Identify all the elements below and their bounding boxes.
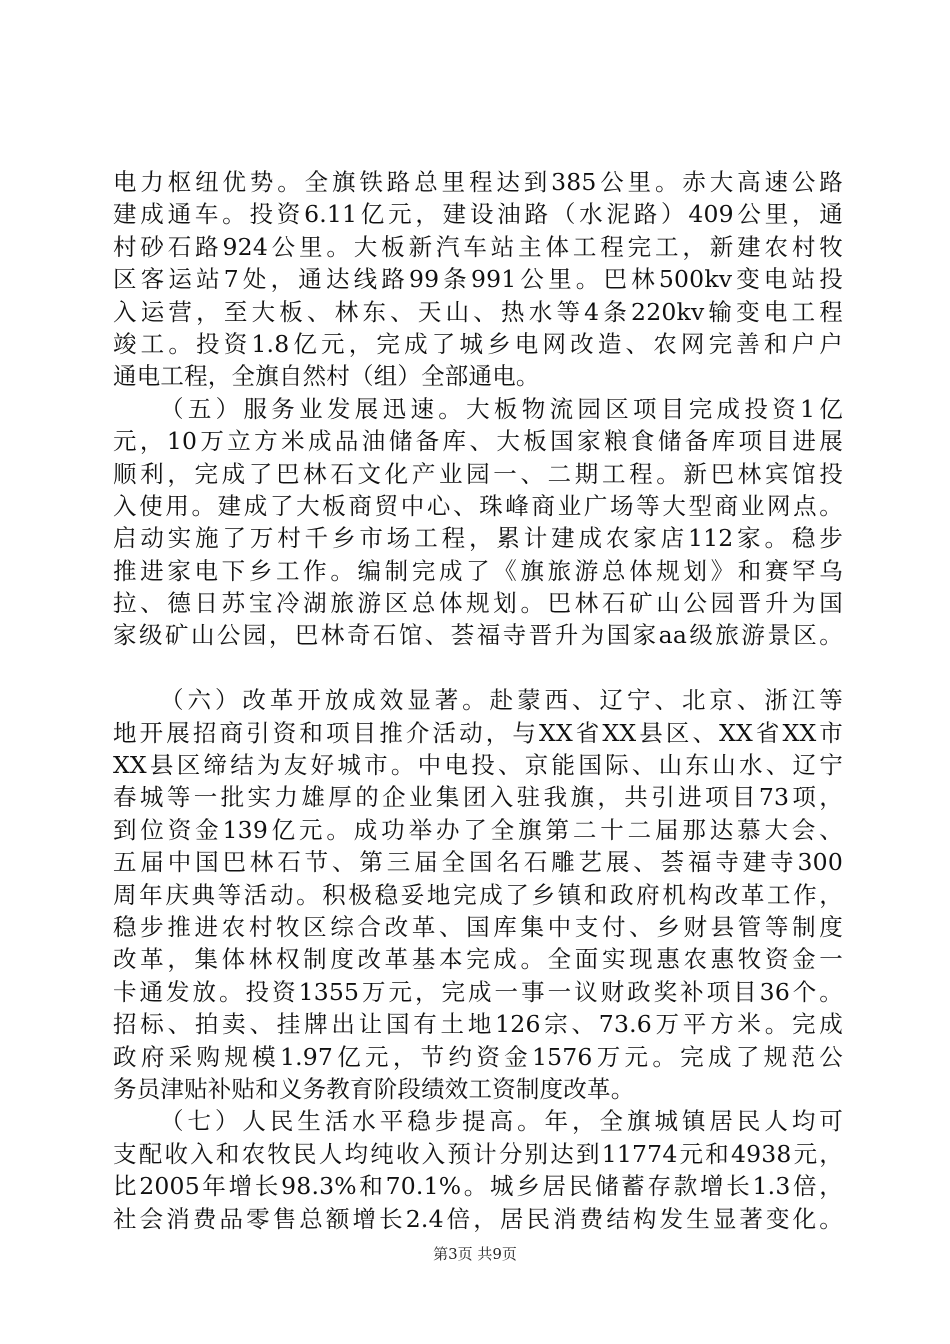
text-line: 区客运站7处，通达线路99条991公里。巴林500kv变电站投 — [113, 265, 843, 294]
text-line: 启动实施了万村千乡市场工程，累计建成农家店112家。稳步 — [113, 524, 843, 553]
text-line: 元，10万立方米成品油储备库、大板国家粮食储备库项目进展 — [113, 427, 843, 456]
paragraph-gap — [113, 652, 843, 684]
text-line: 竣工。投资1.8亿元，完成了城乡电网改造、农网完善和户户 — [113, 329, 843, 358]
text-line: 务员津贴补贴和义务教育阶段绩效工资制度改革。 — [113, 1074, 635, 1103]
text-line: XX县区缔结为友好城市。中电投、京能国际、山东山水、辽宁 — [113, 751, 843, 780]
paragraph-start-line: （七）人民生活水平稳步提高。年，全旗城镇居民人均可 — [160, 1107, 843, 1136]
text-line: 改革，集体林权制度改革基本完成。全面实现惠农惠牧资金一 — [113, 945, 843, 974]
text-line: 电力枢纽优势。全旗铁路总里程达到385公里。赤大高速公路 — [113, 168, 843, 196]
text-line: 入运营，至大板、林东、天山、热水等4条220kv输变电工程 — [113, 297, 843, 326]
paragraph-start-line: （五）服务业发展迅速。大板物流园区项目完成投资1亿 — [160, 394, 843, 423]
text-line: 家级矿山公园，巴林奇石馆、荟福寺晋升为国家aa级旅游景区。 — [113, 621, 843, 650]
text-line: 五届中国巴林石节、第三届全国名石雕艺展、荟福寺建寺300 — [113, 848, 843, 877]
text-line: 顺利，完成了巴林石文化产业园一、二期工程。新巴林宾馆投 — [113, 459, 843, 488]
text-line: 地开展招商引资和项目推介活动，与XX省XX县区、XX省XX市 — [113, 718, 843, 747]
text-line: 建成通车。投资6.11亿元，建设油路（水泥路）409公里，通 — [113, 200, 843, 229]
text-line: 招标、拍卖、挂牌出让国有土地126宗、73.6万平方米。完成 — [113, 1010, 843, 1039]
text-line: 稳步推进农村牧区综合改革、国库集中支付、乡财县管等制度 — [113, 912, 843, 941]
page-number-footer: 第3页 共9页 — [433, 1245, 517, 1263]
text-line: 卡通发放。投资1355万元，完成一事一议财政奖补项目36个。 — [113, 977, 843, 1006]
text-line: 周年庆典等活动。积极稳妥地完成了乡镇和政府机构改革工作， — [113, 880, 843, 909]
text-line: 社会消费品零售总额增长2.4倍，居民消费结构发生显著变化。 — [113, 1204, 843, 1233]
text-line: 拉、德日苏宝冷湖旅游区总体规划。巴林石矿山公园晋升为国 — [113, 589, 843, 618]
paragraph-start-line: （六）改革开放成效显著。赴蒙西、辽宁、北京、浙江等 — [160, 686, 843, 715]
text-line: 春城等一批实力雄厚的企业集团入驻我旗，共引进项目73项， — [113, 783, 843, 812]
text-line: 村砂石路924公里。大板新汽车站主体工程完工，新建农村牧 — [113, 232, 843, 261]
text-line: 通电工程，全旗自然村（组）全部通电。 — [113, 362, 540, 391]
text-line: 到位资金139亿元。成功举办了全旗第二十二届那达慕大会、 — [113, 815, 843, 844]
document-body — [113, 166, 843, 1235]
text-line: 比2005年增长98.3%和70.1%。城乡居民储蓄存款增长1.3倍， — [113, 1172, 843, 1201]
text-line: 推进家电下乡工作。编制完成了《旗旅游总体规划》和赛罕乌 — [113, 556, 843, 585]
text-line: 政府采购规模1.97亿元，节约资金1576万元。完成了规范公 — [113, 1042, 843, 1071]
text-line: 入使用。建成了大板商贸中心、珠峰商业广场等大型商业网点。 — [113, 491, 843, 520]
text-line: 支配收入和农牧民人均纯收入预计分别达到11774元和4938元， — [113, 1139, 843, 1168]
